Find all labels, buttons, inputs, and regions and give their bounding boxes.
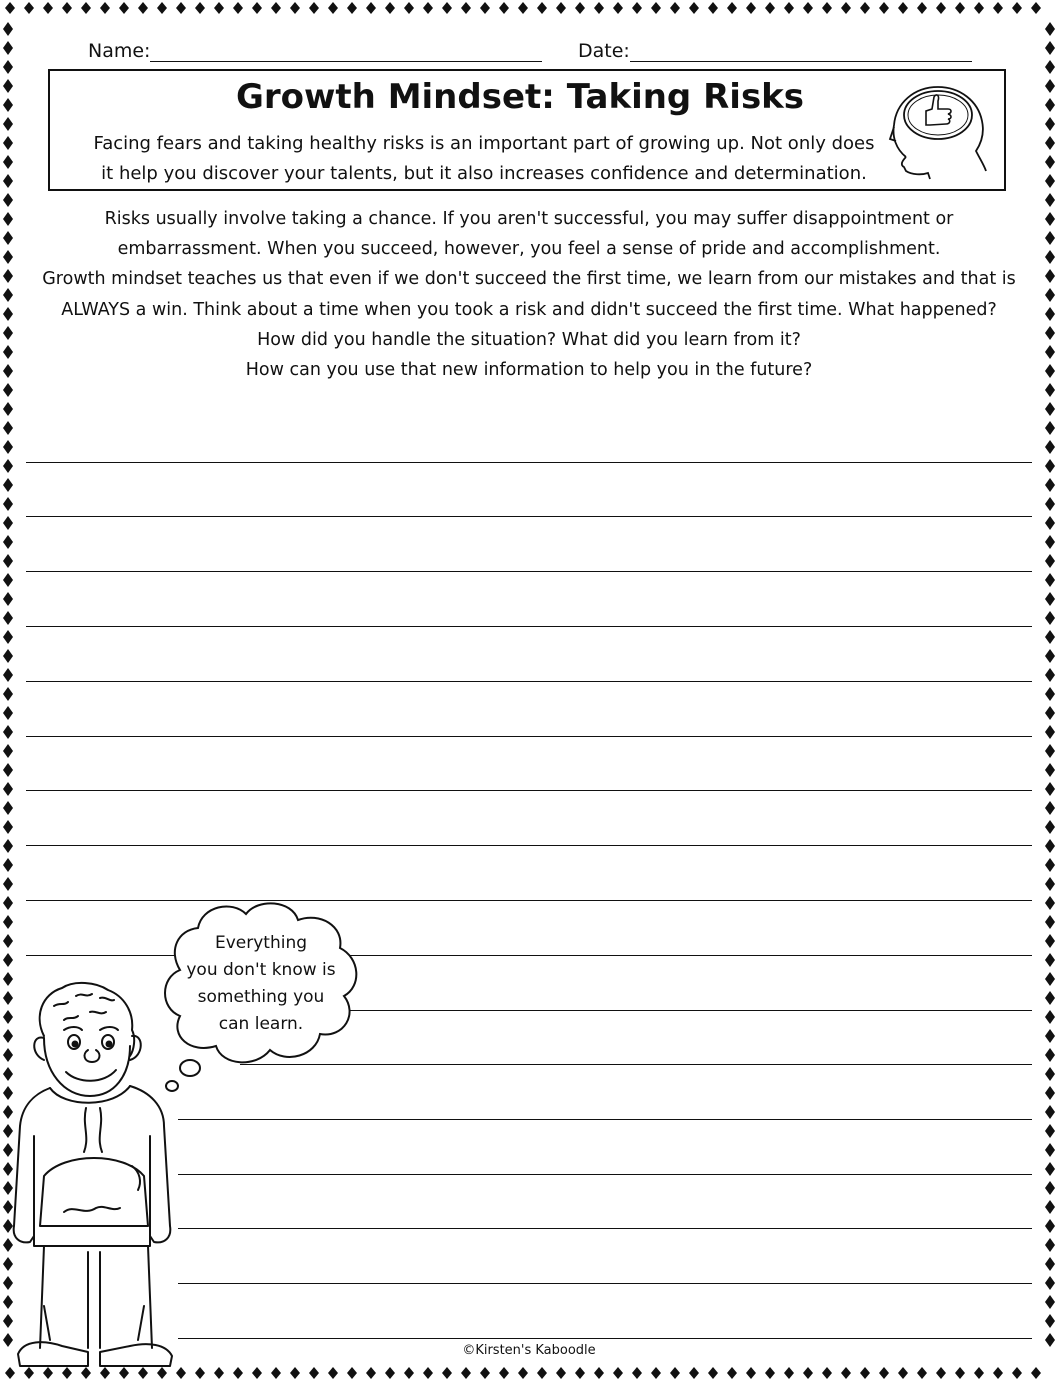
- border-diamond: [613, 2, 623, 14]
- border-diamond: [1045, 174, 1055, 188]
- border-diamond: [1045, 725, 1055, 739]
- border-diamond: [81, 2, 91, 14]
- border-diamond: [3, 440, 13, 454]
- border-diamond: [3, 934, 13, 948]
- border-diamond: [556, 1367, 566, 1379]
- border-diamond: [917, 2, 927, 14]
- border-diamond: [613, 1367, 623, 1379]
- border-diamond: [1045, 668, 1055, 682]
- border-diamond: [290, 1367, 300, 1379]
- border-diamond: [1045, 1105, 1055, 1119]
- border-diamond: [518, 2, 528, 14]
- border-diamond: [1045, 193, 1055, 207]
- border-diamond: [290, 2, 300, 14]
- border-diamond: [3, 725, 13, 739]
- border-diamond: [746, 1367, 756, 1379]
- border-diamond: [1045, 1219, 1055, 1233]
- border-diamond: [442, 1367, 452, 1379]
- border-diamond: [3, 250, 13, 264]
- border-diamond: [556, 2, 566, 14]
- border-diamond: [3, 744, 13, 758]
- border-diamond: [1045, 383, 1055, 397]
- prompt-line-1: Risks usually involve taking a chance. If you aren't successful, you may suffer disappointment or: [104, 209, 954, 229]
- border-diamond: [214, 2, 224, 14]
- border-diamond: [3, 117, 13, 131]
- border-diamond: [1045, 250, 1055, 264]
- border-diamond: [461, 2, 471, 14]
- bubble-line-4: can learn.: [218, 1014, 304, 1034]
- border-diamond: [423, 2, 433, 14]
- writing-line[interactable]: [26, 736, 1032, 737]
- border-diamond: [3, 953, 13, 967]
- border-diamond: [1045, 1162, 1055, 1176]
- prompt-line-6: How can you use that new information to help you in the future?: [245, 360, 813, 381]
- border-diamond: [670, 1367, 680, 1379]
- border-diamond: [3, 877, 13, 891]
- border-diamond: [3, 269, 13, 283]
- bubble-line-2: you don't know is: [186, 960, 336, 980]
- thought-bubble-text: [176, 930, 346, 1038]
- border-diamond: [1045, 839, 1055, 853]
- border-diamond: [385, 2, 395, 14]
- border-diamond: [309, 2, 319, 14]
- border-diamond: [1045, 801, 1055, 815]
- border-diamond: [1012, 2, 1022, 14]
- border-diamond: [119, 2, 129, 14]
- border-diamond: [575, 1367, 585, 1379]
- intro-line-1: Facing fears and taking healthy risks is an important part of growing up. Not only does: [93, 133, 875, 154]
- border-diamond: [689, 2, 699, 14]
- border-diamond: [803, 1367, 813, 1379]
- border-diamond: [24, 2, 34, 14]
- border-diamond: [632, 2, 642, 14]
- border-diamond: [594, 1367, 604, 1379]
- title-box: [48, 69, 1006, 191]
- border-diamond: [3, 22, 13, 36]
- border-diamond: [765, 2, 775, 14]
- name-field[interactable]: [88, 40, 542, 62]
- border-diamond: [993, 1367, 1003, 1379]
- border-diamond: [271, 1367, 281, 1379]
- copyright: ©Kirsten's Kaboodle: [462, 1343, 596, 1358]
- border-diamond: [1045, 1200, 1055, 1214]
- border-diamond: [3, 535, 13, 549]
- border-diamond: [3, 478, 13, 492]
- border-diamond: [955, 2, 965, 14]
- border-diamond: [1012, 1367, 1022, 1379]
- border-diamond: [1045, 744, 1055, 758]
- border-diamond: [1045, 1143, 1055, 1157]
- writing-line[interactable]: [362, 955, 1032, 956]
- writing-line[interactable]: [342, 1010, 1032, 1011]
- border-diamond: [1045, 877, 1055, 891]
- writing-line[interactable]: [26, 845, 1032, 846]
- name-label: Name:: [88, 40, 151, 62]
- border-diamond: [1045, 516, 1055, 530]
- border-diamond: [1045, 269, 1055, 283]
- border-diamond: [1045, 364, 1055, 378]
- border-diamond: [1045, 1010, 1055, 1024]
- border-diamond: [1045, 136, 1055, 150]
- border-diamond: [518, 1367, 528, 1379]
- intro-text: [74, 129, 894, 189]
- border-diamond: [1045, 858, 1055, 872]
- border-diamond: [1045, 478, 1055, 492]
- border-diamond: [1045, 915, 1055, 929]
- prompt-line-4: ALWAYS a win. Think about a time when you took a risk and didn't succeed the first time. What happened?: [61, 299, 997, 320]
- border-diamond: [1045, 459, 1055, 473]
- border-diamond: [784, 1367, 794, 1379]
- border-diamond: [3, 41, 13, 55]
- border-diamond: [727, 2, 737, 14]
- writing-line[interactable]: [26, 681, 1032, 682]
- border-diamond: [3, 915, 13, 929]
- border-diamond: [1045, 934, 1055, 948]
- border-diamond: [3, 231, 13, 245]
- border-diamond: [1045, 649, 1055, 663]
- writing-line[interactable]: [178, 1228, 1032, 1229]
- border-diamond: [461, 1367, 471, 1379]
- border-diamond: [366, 2, 376, 14]
- border-diamond: [1045, 991, 1055, 1005]
- border-diamond: [651, 2, 661, 14]
- border-diamond: [1045, 41, 1055, 55]
- border-diamond: [1045, 972, 1055, 986]
- border-diamond: [233, 2, 243, 14]
- border-diamond: [803, 2, 813, 14]
- border-diamond: [974, 2, 984, 14]
- border-diamond: [1045, 1257, 1055, 1271]
- border-diamond: [1045, 98, 1055, 112]
- border-diamond: [328, 1367, 338, 1379]
- border-diamond: [1045, 1029, 1055, 1043]
- border-diamond: [1045, 212, 1055, 226]
- border-diamond: [1045, 307, 1055, 321]
- border-diamond: [3, 516, 13, 530]
- border-diamond: [1045, 402, 1055, 416]
- border-diamond: [822, 2, 832, 14]
- border-diamond: [1045, 288, 1055, 302]
- border-diamond: [708, 2, 718, 14]
- border-diamond: [1045, 497, 1055, 511]
- border-diamond: [1045, 440, 1055, 454]
- border-diamond: [3, 820, 13, 834]
- writing-line[interactable]: [26, 516, 1032, 517]
- border-diamond: [575, 2, 585, 14]
- border-diamond: [5, 2, 15, 14]
- border-diamond: [632, 1367, 642, 1379]
- border-diamond: [537, 1367, 547, 1379]
- writing-line[interactable]: [178, 1119, 1032, 1120]
- border-diamond: [3, 326, 13, 340]
- date-field[interactable]: [578, 40, 972, 62]
- border-diamond: [138, 2, 148, 14]
- writing-line[interactable]: [26, 626, 1032, 627]
- border-diamond: [3, 155, 13, 169]
- border-diamond: [3, 421, 13, 435]
- border-diamond: [879, 2, 889, 14]
- border-diamond: [1045, 896, 1055, 910]
- border-diamond: [3, 98, 13, 112]
- prompt-line-5: How did you handle the situation? What did you learn from it?: [257, 329, 801, 350]
- border-diamond: [3, 554, 13, 568]
- border-diamond: [3, 896, 13, 910]
- border-diamond: [1045, 573, 1055, 587]
- border-diamond: [347, 2, 357, 14]
- border-diamond: [347, 1367, 357, 1379]
- border-diamond: [233, 1367, 243, 1379]
- writing-line[interactable]: [178, 1174, 1032, 1175]
- border-diamond: [3, 79, 13, 93]
- border-diamond: [1045, 554, 1055, 568]
- border-diamond: [1045, 1181, 1055, 1195]
- border-diamond: [1045, 1276, 1055, 1290]
- border-diamond: [385, 1367, 395, 1379]
- border-diamond: [1045, 1086, 1055, 1100]
- border-diamond: [1045, 687, 1055, 701]
- border-diamond: [100, 2, 110, 14]
- border-diamond: [3, 402, 13, 416]
- border-diamond: [176, 2, 186, 14]
- border-diamond: [784, 2, 794, 14]
- border-diamond: [404, 2, 414, 14]
- border-diamond: [1045, 820, 1055, 834]
- border-diamond: [195, 2, 205, 14]
- border-diamond: [3, 782, 13, 796]
- border-diamond: [43, 2, 53, 14]
- border-diamond: [3, 649, 13, 663]
- writing-line[interactable]: [26, 790, 1032, 791]
- border-diamond: [936, 2, 946, 14]
- border-diamond: [1045, 231, 1055, 245]
- border-diamond: [822, 1367, 832, 1379]
- border-diamond: [1045, 326, 1055, 340]
- border-diamond: [3, 364, 13, 378]
- boy-illustration: [4, 976, 184, 1376]
- border-diamond: [670, 2, 680, 14]
- border-diamond: [3, 668, 13, 682]
- border-diamond: [62, 2, 72, 14]
- border-diamond: [404, 1367, 414, 1379]
- border-diamond: [3, 383, 13, 397]
- border-diamond: [3, 858, 13, 872]
- border-diamond: [898, 2, 908, 14]
- border-diamond: [442, 2, 452, 14]
- border-diamond: [1031, 2, 1041, 14]
- border-diamond: [3, 801, 13, 815]
- border-diamond: [594, 2, 604, 14]
- border-diamond: [955, 1367, 965, 1379]
- border-diamond: [1045, 345, 1055, 359]
- border-diamond: [214, 1367, 224, 1379]
- bubble-line-1: Everything: [214, 933, 308, 953]
- border-diamond: [3, 288, 13, 302]
- border-diamond: [1045, 1314, 1055, 1328]
- border-diamond: [1045, 421, 1055, 435]
- border-diamond: [271, 2, 281, 14]
- border-diamond: [727, 1367, 737, 1379]
- border-diamond: [1045, 117, 1055, 131]
- border-diamond: [1045, 1048, 1055, 1062]
- border-diamond: [537, 2, 547, 14]
- border-diamond: [423, 1367, 433, 1379]
- border-diamond: [3, 573, 13, 587]
- border-diamond: [1045, 22, 1055, 36]
- border-diamond: [1045, 535, 1055, 549]
- prompt-line-2: embarrassment. When you succeed, however, you feel a sense of pride and accomplishment.: [117, 239, 941, 260]
- border-diamond: [499, 2, 509, 14]
- border-diamond: [480, 1367, 490, 1379]
- border-diamond: [3, 136, 13, 150]
- border-diamond: [1045, 630, 1055, 644]
- border-diamond: [1045, 953, 1055, 967]
- border-diamond: [841, 1367, 851, 1379]
- border-diamond: [3, 193, 13, 207]
- border-diamond: [1031, 1367, 1041, 1379]
- border-diamond: [1045, 782, 1055, 796]
- border-diamond: [309, 1367, 319, 1379]
- border-diamond: [689, 1367, 699, 1379]
- border-diamond: [3, 497, 13, 511]
- border-diamond: [860, 1367, 870, 1379]
- border-diamond: [708, 1367, 718, 1379]
- name-blank[interactable]: [150, 41, 542, 62]
- border-diamond: [1045, 706, 1055, 720]
- border-diamond: [1045, 763, 1055, 777]
- border-diamond: [3, 611, 13, 625]
- border-diamond: [3, 212, 13, 226]
- border-diamond: [195, 1367, 205, 1379]
- border-diamond: [936, 1367, 946, 1379]
- border-diamond: [3, 706, 13, 720]
- border-diamond: [1045, 155, 1055, 169]
- border-diamond: [651, 1367, 661, 1379]
- border-diamond: [252, 1367, 262, 1379]
- border-diamond: [3, 839, 13, 853]
- prompt-text: [24, 204, 1034, 385]
- writing-line[interactable]: [26, 462, 1032, 463]
- border-diamond: [252, 2, 262, 14]
- border-diamond: [1045, 60, 1055, 74]
- border-diamond: [328, 2, 338, 14]
- border-diamond: [898, 1367, 908, 1379]
- border-diamond: [499, 1367, 509, 1379]
- border-diamond: [3, 763, 13, 777]
- border-diamond: [366, 1367, 376, 1379]
- border-diamond: [157, 2, 167, 14]
- border-diamond: [3, 345, 13, 359]
- border-diamond: [841, 2, 851, 14]
- border-diamond: [1045, 592, 1055, 606]
- border-diamond: [1045, 1295, 1055, 1309]
- border-diamond: [3, 687, 13, 701]
- writing-line[interactable]: [178, 1283, 1032, 1284]
- writing-line[interactable]: [26, 571, 1032, 572]
- border-diamond: [1045, 1238, 1055, 1252]
- border-diamond: [3, 592, 13, 606]
- border-diamond: [1045, 1124, 1055, 1138]
- border-diamond: [879, 1367, 889, 1379]
- date-label: Date:: [578, 40, 630, 62]
- border-diamond: [765, 1367, 775, 1379]
- border-diamond: [3, 630, 13, 644]
- border-diamond: [480, 2, 490, 14]
- border-diamond: [1045, 611, 1055, 625]
- border-diamond: [1045, 79, 1055, 93]
- border-diamond: [3, 60, 13, 74]
- border-diamond: [3, 174, 13, 188]
- page-title: Growth Mindset: Taking Risks: [235, 77, 805, 117]
- prompt-line-3: Growth mindset teaches us that even if we don't succeed the first time, we learn from our mistakes and that is: [42, 269, 1016, 290]
- border-diamond: [3, 459, 13, 473]
- border-diamond: [917, 1367, 927, 1379]
- head-brain-thumbs-up-icon: [886, 79, 990, 183]
- writing-line[interactable]: [178, 1338, 1032, 1339]
- border-diamond: [860, 2, 870, 14]
- border-diamond: [993, 2, 1003, 14]
- border-diamond: [974, 1367, 984, 1379]
- border-diamond: [746, 2, 756, 14]
- date-blank[interactable]: [630, 41, 972, 62]
- intro-line-2: it help you discover your talents, but it also increases confidence and determination.: [101, 163, 867, 184]
- border-diamond: [3, 307, 13, 321]
- border-diamond: [1045, 1067, 1055, 1081]
- bubble-line-3: something you: [197, 987, 325, 1007]
